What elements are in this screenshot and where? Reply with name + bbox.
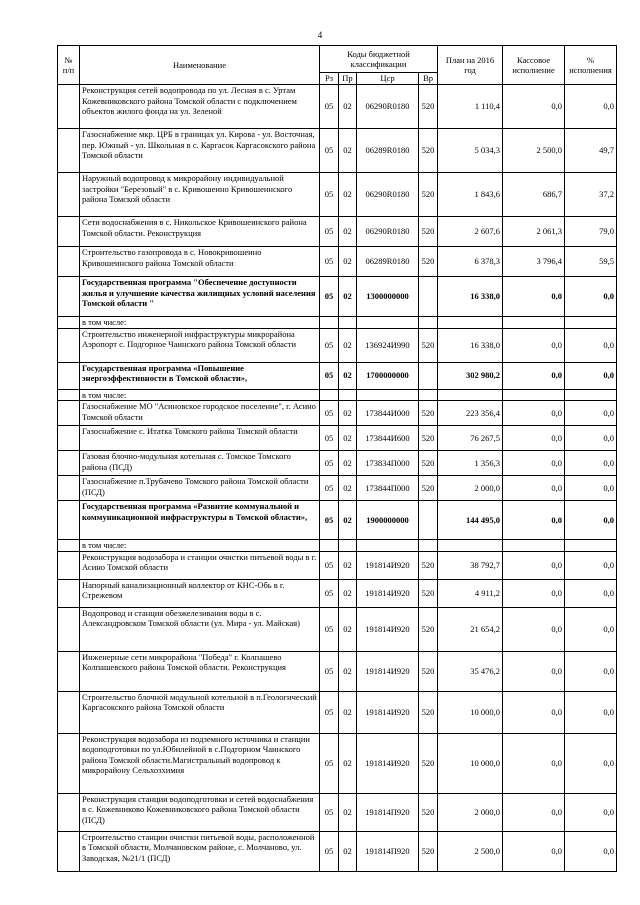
row-plan-cell bbox=[438, 540, 503, 552]
row-pct-cell: 0,0 bbox=[565, 551, 617, 579]
row-num-cell bbox=[58, 651, 80, 691]
row-pct-cell: 0,0 bbox=[565, 362, 617, 389]
row-name-cell: Водопровод и станция обезжелезивания воды в с. Александровском Томской области (ул. Мира - ул. Майская) bbox=[80, 607, 320, 651]
row-num-cell bbox=[58, 501, 80, 540]
row-pr-cell: 02 bbox=[339, 579, 357, 607]
row-pr-cell: 02 bbox=[339, 501, 357, 540]
table-row bbox=[58, 426, 617, 451]
row-cash-cell: 686,7 bbox=[503, 173, 565, 217]
row-rz-cell bbox=[320, 540, 339, 552]
table-row bbox=[58, 651, 617, 691]
row-num-cell bbox=[58, 317, 80, 329]
row-name-cell: Газоснабжение мкр. ЦРБ в границах ул. Кирова - ул. Восточная, пер. Южный - ул. Школьная в с. Каргасок Каргасокского района Томской области bbox=[80, 129, 320, 173]
row-csr-cell: 191814И920 bbox=[357, 579, 419, 607]
row-vr-cell: 520 bbox=[419, 85, 438, 129]
row-pr-cell: 02 bbox=[339, 793, 357, 831]
row-cash-cell bbox=[503, 540, 565, 552]
table-row bbox=[58, 831, 617, 871]
row-plan-cell: 16 338,0 bbox=[438, 328, 503, 362]
header-csr: Цср bbox=[357, 73, 419, 85]
row-num-cell bbox=[58, 579, 80, 607]
row-csr-cell: 191814И920 bbox=[357, 551, 419, 579]
row-name-cell: Реконструкция сетей водопровода по ул. Лесная в с. Уртам Кожевниковского района Томской области с подключением объектов жилого фонда на ул. Зеленой bbox=[80, 85, 320, 129]
row-rz-cell: 05 bbox=[320, 793, 339, 831]
row-num-cell bbox=[58, 328, 80, 362]
row-vr-cell: 520 bbox=[419, 691, 438, 733]
row-plan-cell: 76 267,5 bbox=[438, 426, 503, 451]
row-pct-cell: 37,2 bbox=[565, 173, 617, 217]
header-codes: Коды бюджетной классификации bbox=[320, 46, 438, 73]
row-csr-cell: 06290R0180 bbox=[357, 217, 419, 247]
table-row bbox=[58, 607, 617, 651]
table-row bbox=[58, 579, 617, 607]
row-name-cell: Строительство станции очистки питьевой воды, расположенной в Томской области, Молчановском районе, с. Молчаново, ул. Заводская, №21/1 (ПСД) bbox=[80, 831, 320, 871]
row-name-cell: Наружный водопровод к микрорайону индивидуальной застройки "Березовый" в с. Кривошеино Кривошеинского района Томской области bbox=[80, 173, 320, 217]
row-vr-cell bbox=[419, 362, 438, 389]
table-row bbox=[58, 451, 617, 476]
row-plan-cell: 16 338,0 bbox=[438, 277, 503, 317]
row-cash-cell: 0,0 bbox=[503, 501, 565, 540]
table-row bbox=[58, 793, 617, 831]
row-name-cell: Государственная программа «Повышение энергоэффективности в Томской области», bbox=[80, 362, 320, 389]
row-cash-cell bbox=[503, 389, 565, 401]
row-pr-cell: 02 bbox=[339, 362, 357, 389]
row-vr-cell: 520 bbox=[419, 476, 438, 501]
header-plan: План на 2016 год bbox=[438, 46, 503, 85]
row-csr-cell: 136924И990 bbox=[357, 328, 419, 362]
row-csr-cell: 1900000000 bbox=[357, 501, 419, 540]
row-name-cell: Государственная программа «Развитие коммунальной и коммуникационной инфраструктуры в Томской области», bbox=[80, 501, 320, 540]
row-cash-cell: 0,0 bbox=[503, 401, 565, 426]
row-num-cell bbox=[58, 277, 80, 317]
row-vr-cell: 520 bbox=[419, 451, 438, 476]
row-plan-cell: 38 792,7 bbox=[438, 551, 503, 579]
row-name-cell: Инженерные сети микрорайона "Победа" г. Колпашево Колпашевского района Томской области. Реконструкция bbox=[80, 651, 320, 691]
row-num-cell bbox=[58, 733, 80, 793]
row-rz-cell: 05 bbox=[320, 831, 339, 871]
row-pr-cell: 02 bbox=[339, 277, 357, 317]
row-pr-cell bbox=[339, 389, 357, 401]
row-pct-cell: 0,0 bbox=[565, 607, 617, 651]
row-name-cell: Государственная программа "Обеспечение доступности жилья и улучшение качества жилищных условий населения Томской области " bbox=[80, 277, 320, 317]
row-cash-cell: 0,0 bbox=[503, 579, 565, 607]
table-row bbox=[58, 247, 617, 277]
row-rz-cell: 05 bbox=[320, 362, 339, 389]
row-plan-cell: 1 843,6 bbox=[438, 173, 503, 217]
row-csr-cell: 06289R0180 bbox=[357, 129, 419, 173]
row-name-cell: Строительство газопровода в с. Новокривошеино Кривошеинского района Томской области bbox=[80, 247, 320, 277]
row-csr-cell: 173834П000 bbox=[357, 451, 419, 476]
row-vr-cell: 520 bbox=[419, 651, 438, 691]
row-name-cell: Сети водоснабжения в с. Никольское Кривошеинского района Томской области. Реконструкция bbox=[80, 217, 320, 247]
row-pct-cell bbox=[565, 317, 617, 329]
table-row bbox=[58, 476, 617, 501]
row-vr-cell bbox=[419, 277, 438, 317]
row-pr-cell: 02 bbox=[339, 733, 357, 793]
row-cash-cell: 0,0 bbox=[503, 426, 565, 451]
row-pct-cell: 0,0 bbox=[565, 831, 617, 871]
table-row bbox=[58, 129, 617, 173]
row-csr-cell: 191814И920 bbox=[357, 607, 419, 651]
row-pct-cell: 0,0 bbox=[565, 328, 617, 362]
row-pct-cell bbox=[565, 540, 617, 552]
row-name-cell: в том числе: bbox=[80, 540, 320, 552]
row-rz-cell: 05 bbox=[320, 85, 339, 129]
row-pr-cell: 02 bbox=[339, 426, 357, 451]
table-row bbox=[58, 362, 617, 389]
row-name-cell: Реконструкция водозабора и станции очистки питьевой воды в г. Асино Томской области bbox=[80, 551, 320, 579]
row-csr-cell: 191814И920 bbox=[357, 691, 419, 733]
row-pr-cell: 02 bbox=[339, 607, 357, 651]
row-rz-cell: 05 bbox=[320, 551, 339, 579]
header-vr: Вр bbox=[419, 73, 438, 85]
row-num-cell bbox=[58, 551, 80, 579]
table-row bbox=[58, 389, 617, 401]
row-cash-cell: 0,0 bbox=[503, 651, 565, 691]
row-rz-cell: 05 bbox=[320, 733, 339, 793]
row-cash-cell: 2 061,3 bbox=[503, 217, 565, 247]
table-row bbox=[58, 691, 617, 733]
row-name-cell: Газоснабжение МО "Асиновское городское поселение", г. Асино Томской области bbox=[80, 401, 320, 426]
row-plan-cell: 35 476,2 bbox=[438, 651, 503, 691]
row-num-cell bbox=[58, 217, 80, 247]
row-csr-cell: 191814И920 bbox=[357, 733, 419, 793]
row-cash-cell: 0,0 bbox=[503, 451, 565, 476]
row-num-cell bbox=[58, 389, 80, 401]
row-pct-cell: 0,0 bbox=[565, 579, 617, 607]
row-num-cell bbox=[58, 451, 80, 476]
row-pr-cell: 02 bbox=[339, 691, 357, 733]
table-row bbox=[58, 733, 617, 793]
row-vr-cell bbox=[419, 501, 438, 540]
table-row bbox=[58, 551, 617, 579]
row-cash-cell: 0,0 bbox=[503, 551, 565, 579]
row-pct-cell: 0,0 bbox=[565, 793, 617, 831]
row-csr-cell bbox=[357, 317, 419, 329]
table-row bbox=[58, 328, 617, 362]
row-rz-cell: 05 bbox=[320, 277, 339, 317]
row-rz-cell: 05 bbox=[320, 607, 339, 651]
row-num-cell bbox=[58, 691, 80, 733]
row-rz-cell: 05 bbox=[320, 579, 339, 607]
row-cash-cell: 0,0 bbox=[503, 691, 565, 733]
row-csr-cell bbox=[357, 389, 419, 401]
header-pct: % исполнения bbox=[565, 46, 617, 85]
row-csr-cell: 191814И920 bbox=[357, 651, 419, 691]
row-csr-cell: 173844П000 bbox=[357, 476, 419, 501]
row-pr-cell: 02 bbox=[339, 247, 357, 277]
page-number: 4 bbox=[317, 30, 323, 40]
row-pr-cell: 02 bbox=[339, 217, 357, 247]
row-plan-cell: 10 000,0 bbox=[438, 691, 503, 733]
row-name-cell: Напорный канализационный коллектор от КНС-Обь в г. Стрежевом bbox=[80, 579, 320, 607]
row-name-cell: Газоснабжение с. Итатка Томского района Томской области bbox=[80, 426, 320, 451]
row-vr-cell bbox=[419, 317, 438, 329]
table-row bbox=[58, 317, 617, 329]
row-plan-cell: 2 000,0 bbox=[438, 793, 503, 831]
row-vr-cell: 520 bbox=[419, 551, 438, 579]
row-plan-cell bbox=[438, 389, 503, 401]
row-cash-cell: 0,0 bbox=[503, 793, 565, 831]
row-plan-cell: 2 500,0 bbox=[438, 831, 503, 871]
row-pr-cell: 02 bbox=[339, 651, 357, 691]
row-pr-cell bbox=[339, 317, 357, 329]
header-rz: Рз bbox=[320, 73, 339, 85]
row-pr-cell: 02 bbox=[339, 476, 357, 501]
row-name-cell: Газовая блочно-модульная котельная с. Томское Томского района (ПСД) bbox=[80, 451, 320, 476]
row-num-cell bbox=[58, 476, 80, 501]
row-name-cell: Газоснабжение п.Трубачево Томского района Томской области (ПСД) bbox=[80, 476, 320, 501]
row-plan-cell bbox=[438, 317, 503, 329]
row-num-cell bbox=[58, 173, 80, 217]
row-pr-cell: 02 bbox=[339, 831, 357, 871]
row-vr-cell: 520 bbox=[419, 217, 438, 247]
row-num-cell bbox=[58, 540, 80, 552]
row-num-cell bbox=[58, 401, 80, 426]
row-rz-cell: 05 bbox=[320, 426, 339, 451]
row-num-cell bbox=[58, 129, 80, 173]
row-plan-cell: 21 654,2 bbox=[438, 607, 503, 651]
row-num-cell bbox=[58, 607, 80, 651]
row-csr-cell: 191814П920 bbox=[357, 793, 419, 831]
row-pr-cell: 02 bbox=[339, 85, 357, 129]
row-pr-cell: 02 bbox=[339, 551, 357, 579]
row-vr-cell: 520 bbox=[419, 426, 438, 451]
row-pr-cell: 02 bbox=[339, 129, 357, 173]
row-plan-cell: 2 000,0 bbox=[438, 476, 503, 501]
row-num-cell bbox=[58, 247, 80, 277]
row-pct-cell: 0,0 bbox=[565, 501, 617, 540]
row-rz-cell bbox=[320, 317, 339, 329]
row-plan-cell: 1 110,4 bbox=[438, 85, 503, 129]
row-pct-cell: 0,0 bbox=[565, 401, 617, 426]
row-vr-cell: 520 bbox=[419, 247, 438, 277]
table-row bbox=[58, 401, 617, 426]
row-pct-cell: 79,0 bbox=[565, 217, 617, 247]
row-rz-cell: 05 bbox=[320, 451, 339, 476]
row-rz-cell: 05 bbox=[320, 651, 339, 691]
row-csr-cell: 06290R0180 bbox=[357, 173, 419, 217]
row-pct-cell: 0,0 bbox=[565, 476, 617, 501]
row-rz-cell: 05 bbox=[320, 129, 339, 173]
table-row bbox=[58, 173, 617, 217]
row-vr-cell bbox=[419, 389, 438, 401]
row-cash-cell: 0,0 bbox=[503, 85, 565, 129]
row-name-cell: Строительство блочной модульной котельной в п.Геологический Каргасокского района Томской области bbox=[80, 691, 320, 733]
row-pct-cell bbox=[565, 389, 617, 401]
table-row bbox=[58, 85, 617, 129]
row-csr-cell: 06289R0180 bbox=[357, 247, 419, 277]
row-name-cell: в том числе: bbox=[80, 389, 320, 401]
row-pct-cell: 0,0 bbox=[565, 651, 617, 691]
header-cash: Кассовое исполнение bbox=[503, 46, 565, 85]
row-plan-cell: 10 000,0 bbox=[438, 733, 503, 793]
header-name: Наименование bbox=[80, 46, 320, 85]
row-cash-cell: 0,0 bbox=[503, 607, 565, 651]
row-plan-cell: 2 607,6 bbox=[438, 217, 503, 247]
row-plan-cell: 5 034,3 bbox=[438, 129, 503, 173]
row-name-cell: Реконструкция водозабора из подземного источника и станции водоподготовки по ул.Юбилейной в с.Подгорном Чаинского района Томской области.Магистральный водопровод к микрорайону Сельхозхимия bbox=[80, 733, 320, 793]
row-num-cell bbox=[58, 362, 80, 389]
row-pct-cell: 0,0 bbox=[565, 733, 617, 793]
row-pct-cell: 59,5 bbox=[565, 247, 617, 277]
row-plan-cell: 302 980,2 bbox=[438, 362, 503, 389]
row-vr-cell bbox=[419, 540, 438, 552]
row-pr-cell: 02 bbox=[339, 173, 357, 217]
header-pr: Пр bbox=[339, 73, 357, 85]
row-plan-cell: 4 911,2 bbox=[438, 579, 503, 607]
row-csr-cell bbox=[357, 540, 419, 552]
row-pct-cell: 0,0 bbox=[565, 426, 617, 451]
row-rz-cell: 05 bbox=[320, 401, 339, 426]
row-name-cell: Реконструкция станции водоподготовки и сетей водоснабжения в с. Кожевниково Кожевниковского района Томской области (ПСД) bbox=[80, 793, 320, 831]
row-rz-cell: 05 bbox=[320, 328, 339, 362]
row-pr-cell: 02 bbox=[339, 401, 357, 426]
row-pct-cell: 49,7 bbox=[565, 129, 617, 173]
row-vr-cell: 520 bbox=[419, 401, 438, 426]
row-vr-cell: 520 bbox=[419, 328, 438, 362]
row-plan-cell: 1 356,3 bbox=[438, 451, 503, 476]
row-cash-cell: 0,0 bbox=[503, 831, 565, 871]
table-row bbox=[58, 277, 617, 317]
row-cash-cell: 2 500,0 bbox=[503, 129, 565, 173]
row-plan-cell: 223 356,4 bbox=[438, 401, 503, 426]
table-body bbox=[58, 85, 617, 872]
row-cash-cell: 0,0 bbox=[503, 277, 565, 317]
row-plan-cell: 6 378,3 bbox=[438, 247, 503, 277]
row-pct-cell: 0,0 bbox=[565, 451, 617, 476]
row-rz-cell: 05 bbox=[320, 691, 339, 733]
row-vr-cell: 520 bbox=[419, 793, 438, 831]
header-num: № п/п bbox=[58, 46, 80, 85]
row-pct-cell: 0,0 bbox=[565, 85, 617, 129]
row-csr-cell: 1300000000 bbox=[357, 277, 419, 317]
row-pr-cell bbox=[339, 540, 357, 552]
row-csr-cell: 06290R0180 bbox=[357, 85, 419, 129]
row-vr-cell: 520 bbox=[419, 579, 438, 607]
row-cash-cell: 0,0 bbox=[503, 362, 565, 389]
row-plan-cell: 144 495,0 bbox=[438, 501, 503, 540]
row-num-cell bbox=[58, 793, 80, 831]
row-pct-cell: 0,0 bbox=[565, 277, 617, 317]
row-vr-cell: 520 bbox=[419, 733, 438, 793]
row-name-cell: Строительство инженерной инфраструктуры микрорайона Аэропорт с. Подгорное Чаинского района Томской области bbox=[80, 328, 320, 362]
row-csr-cell: 173844И000 bbox=[357, 401, 419, 426]
row-rz-cell: 05 bbox=[320, 247, 339, 277]
row-vr-cell: 520 bbox=[419, 173, 438, 217]
row-name-cell: в том числе: bbox=[80, 317, 320, 329]
row-vr-cell: 520 bbox=[419, 129, 438, 173]
row-rz-cell: 05 bbox=[320, 476, 339, 501]
row-rz-cell bbox=[320, 389, 339, 401]
row-rz-cell: 05 bbox=[320, 217, 339, 247]
budget-table bbox=[57, 45, 617, 872]
row-cash-cell: 0,0 bbox=[503, 328, 565, 362]
row-pr-cell: 02 bbox=[339, 328, 357, 362]
row-pr-cell: 02 bbox=[339, 451, 357, 476]
row-num-cell bbox=[58, 426, 80, 451]
table-row bbox=[58, 540, 617, 552]
row-vr-cell: 520 bbox=[419, 831, 438, 871]
row-csr-cell: 1700000000 bbox=[357, 362, 419, 389]
table-row bbox=[58, 217, 617, 247]
row-cash-cell: 0,0 bbox=[503, 476, 565, 501]
row-cash-cell: 3 796,4 bbox=[503, 247, 565, 277]
row-cash-cell: 0,0 bbox=[503, 733, 565, 793]
row-rz-cell: 05 bbox=[320, 173, 339, 217]
row-pct-cell: 0,0 bbox=[565, 691, 617, 733]
row-csr-cell: 191814П920 bbox=[357, 831, 419, 871]
row-num-cell bbox=[58, 831, 80, 871]
row-num-cell bbox=[58, 85, 80, 129]
row-vr-cell: 520 bbox=[419, 607, 438, 651]
row-rz-cell: 05 bbox=[320, 501, 339, 540]
row-csr-cell: 173844И600 bbox=[357, 426, 419, 451]
row-cash-cell bbox=[503, 317, 565, 329]
table-row bbox=[58, 501, 617, 540]
